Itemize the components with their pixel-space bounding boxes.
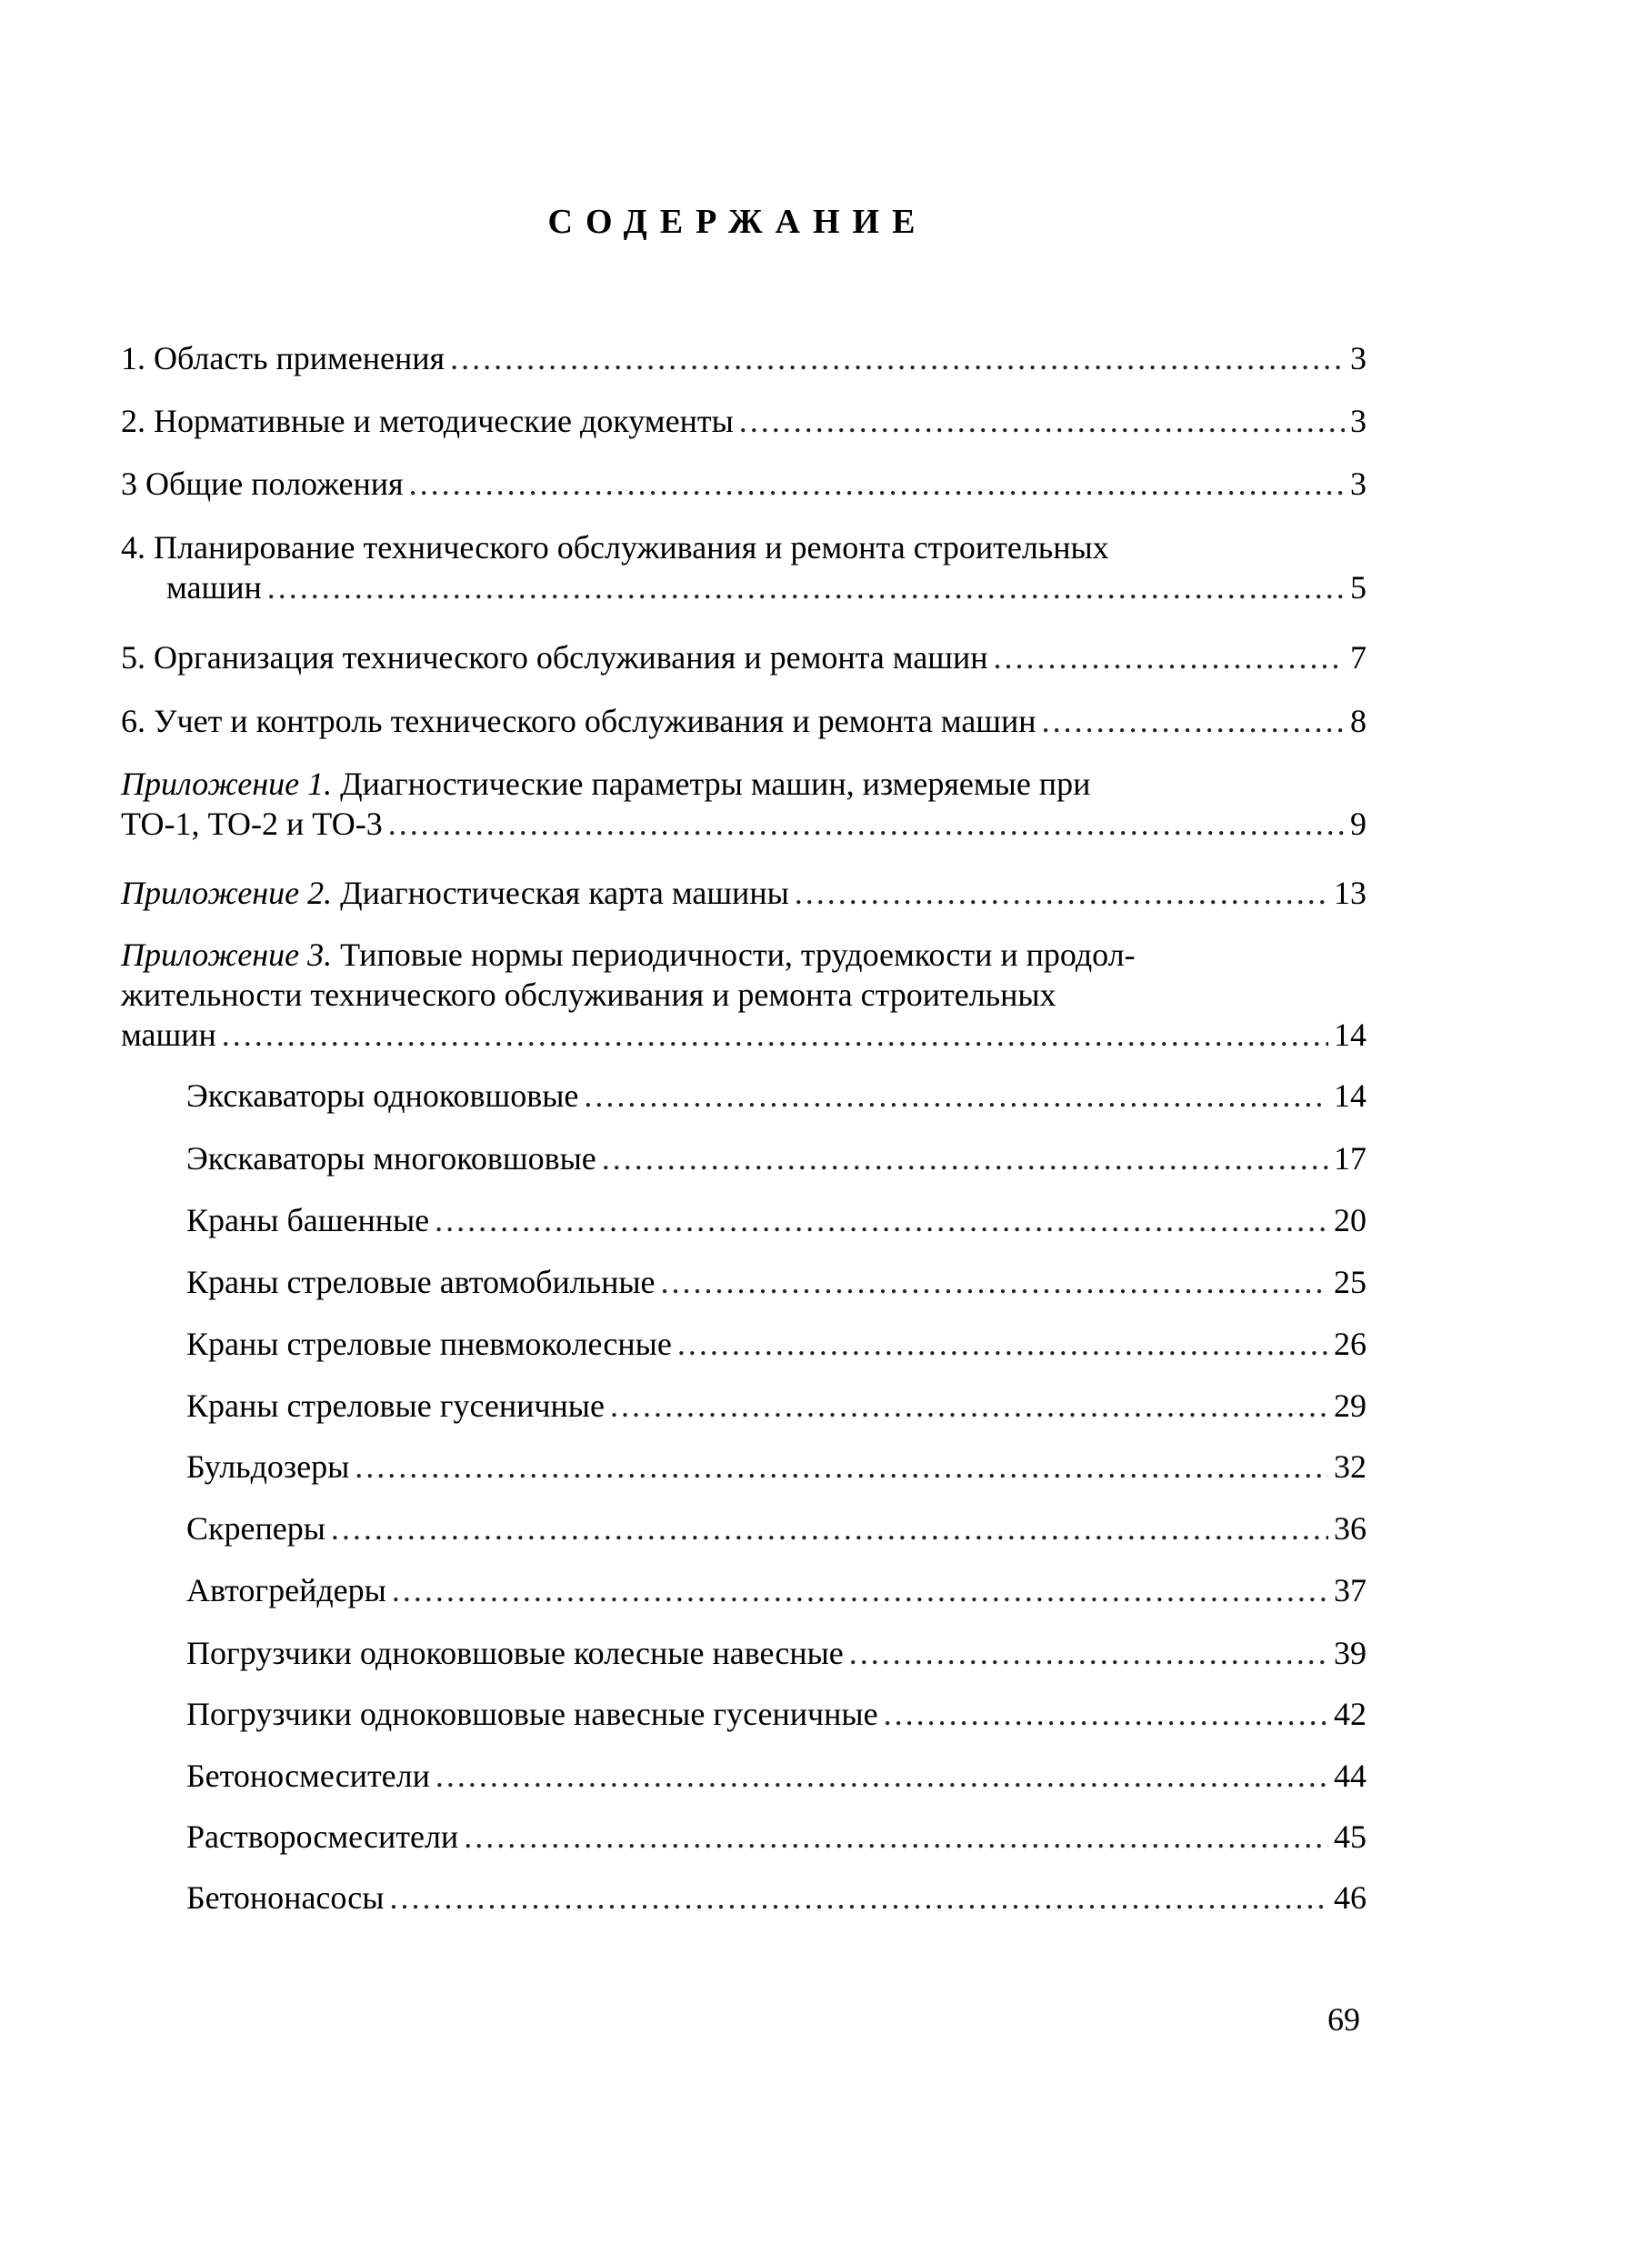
toc-entry-label — [121, 935, 1136, 975]
toc-entry — [121, 764, 1367, 844]
dot-leader — [464, 1817, 1328, 1857]
toc-sub-entry-page: 39 — [1334, 1635, 1367, 1671]
dot-leader — [1042, 701, 1345, 741]
toc-entry-label: 1. Область применения — [121, 340, 446, 376]
dot-leader — [355, 1447, 1328, 1487]
toc-entry — [121, 338, 1367, 378]
toc-entry-page: 14 — [1334, 1017, 1367, 1053]
toc-sub-entry-label: Растворосмесители — [186, 1818, 459, 1855]
toc-sub-entry-label: Экскаваторы одноковшовые — [186, 1077, 579, 1114]
toc-sub-entry-label: Краны стреловые гусеничные — [186, 1387, 605, 1424]
dot-leader — [436, 1756, 1328, 1796]
dot-leader — [409, 464, 1345, 504]
toc-sub-entry-label: Бетоносмесители — [186, 1758, 430, 1794]
appendix-title: Диагностические параметры машин, измеряемые при — [332, 766, 1091, 802]
toc-sub-entry-label: Краны стреловые пневмоколесные — [186, 1326, 672, 1362]
toc-sub-entry-label: Бетононасосы — [186, 1879, 385, 1916]
toc-sub-entry-page: 45 — [1334, 1818, 1367, 1855]
toc-sub-entry-page: 42 — [1334, 1696, 1367, 1732]
toc-entry — [121, 637, 1367, 677]
toc-sub-entry — [121, 1570, 1367, 1610]
toc-sub-entry-page: 44 — [1334, 1758, 1367, 1794]
toc-sub-entry-label: Краны башенные — [186, 1202, 430, 1238]
toc-sub-entry-page: 20 — [1334, 1202, 1367, 1238]
page-number: 69 — [1327, 2001, 1360, 2038]
toc-entry-label-continued: ТО-1, ТО-2 и ТО-3 — [121, 806, 383, 842]
appendix-prefix: Приложение 2. — [121, 875, 333, 911]
appendix-prefix: Приложение 3. — [121, 937, 333, 973]
toc-sub-entry — [121, 1138, 1367, 1178]
toc-sub-entry-label: Автогрейдеры — [186, 1572, 386, 1608]
toc-sub-entry-page: 29 — [1334, 1387, 1367, 1424]
toc-sub-entry-page: 25 — [1334, 1264, 1367, 1300]
dot-leader — [389, 1878, 1328, 1918]
toc-entry-page: 3 — [1350, 403, 1367, 439]
toc-sub-entry — [121, 1324, 1367, 1364]
toc-entry-label: 5. Организация технического обслуживания и ремонта машин — [121, 639, 988, 676]
dot-leader — [450, 338, 1345, 378]
dot-leader — [610, 1386, 1328, 1426]
toc-sub-entry-page: 17 — [1334, 1140, 1367, 1177]
toc-entry — [121, 401, 1367, 441]
dot-leader — [222, 1015, 1328, 1055]
page-title: СОДЕРЖАНИЕ — [547, 203, 928, 241]
toc-entry-label: 2. Нормативные и методические документы — [121, 403, 734, 439]
toc-entry — [121, 527, 1367, 607]
toc-sub-entry-page: 26 — [1334, 1326, 1367, 1362]
toc-sub-entry — [121, 1817, 1367, 1857]
dot-leader — [739, 401, 1345, 441]
toc-entry-page: 3 — [1350, 466, 1367, 502]
toc-entry-page: 3 — [1350, 340, 1367, 376]
toc-sub-entry-label: Скреперы — [186, 1510, 325, 1547]
appendix-prefix: Приложение 1. — [121, 766, 333, 802]
appendix-title: Диагностическая карта машины — [332, 875, 789, 911]
toc-sub-entry-label: Экскаваторы многоковшовые — [186, 1140, 596, 1177]
toc-sub-entry — [121, 1508, 1367, 1548]
toc-sub-entry — [121, 1386, 1367, 1426]
toc-entry-page: 13 — [1334, 875, 1367, 911]
toc-sub-entry — [121, 1633, 1367, 1673]
dot-leader — [602, 1138, 1328, 1178]
toc-sub-entry — [121, 1694, 1367, 1734]
toc-entry-label-continued: машин — [166, 569, 262, 606]
toc-entry — [121, 701, 1367, 741]
toc-sub-entry-label: Бульдозеры — [186, 1448, 350, 1485]
toc-sub-entry — [121, 1756, 1367, 1796]
toc-entry-label — [121, 764, 1090, 804]
toc-entry-label: 6. Учет и контроль технического обслуживания и ремонта машин — [121, 703, 1036, 739]
toc-entry-label — [121, 873, 789, 913]
toc-sub-entry-label: Погрузчики одноковшовые колесные навесные — [186, 1635, 844, 1671]
toc-entry — [121, 873, 1367, 913]
appendix-title: Типовые нормы периодичности, трудоемкости и продол- — [332, 937, 1136, 973]
toc-entry-label: 3 Общие положения — [121, 466, 404, 502]
toc-sub-entry-label: Краны стреловые автомобильные — [186, 1264, 656, 1300]
dot-leader — [849, 1633, 1328, 1673]
toc-entry-page: 5 — [1350, 569, 1367, 606]
dot-leader — [331, 1508, 1328, 1548]
dot-leader — [435, 1200, 1328, 1240]
toc-sub-entry-label: Погрузчики одноковшовые навесные гусеничные — [186, 1696, 878, 1732]
toc-sub-entry-page: 14 — [1334, 1077, 1367, 1114]
toc-entry-label: 4. Планирование технического обслуживания и ремонта строительных — [121, 529, 1109, 566]
toc-sub-entry — [121, 1200, 1367, 1240]
toc-sub-entry — [121, 1262, 1367, 1302]
dot-leader — [994, 637, 1345, 677]
dot-leader — [677, 1324, 1328, 1364]
toc-entry — [121, 464, 1367, 504]
dot-leader — [584, 1076, 1328, 1116]
toc-entry — [121, 935, 1367, 1055]
toc-sub-entry-page: 32 — [1334, 1448, 1367, 1485]
dot-leader — [884, 1694, 1328, 1734]
toc-sub-entry — [121, 1076, 1367, 1116]
toc-sub-entry — [121, 1447, 1367, 1487]
toc-entry-page: 8 — [1350, 703, 1367, 739]
toc-sub-entry-page: 37 — [1334, 1572, 1367, 1608]
toc-sub-entry — [121, 1878, 1367, 1918]
dot-leader — [388, 804, 1345, 844]
toc-entry-page: 7 — [1350, 639, 1367, 676]
toc-entry-label-continued: жительности технического обслуживания и ремонта строительных — [121, 977, 1056, 1013]
toc-sub-entry-page: 46 — [1334, 1879, 1367, 1916]
toc-entry-label-continued: машин — [121, 1017, 216, 1053]
dot-leader — [267, 567, 1345, 607]
toc-entry-page: 9 — [1350, 806, 1367, 842]
dot-leader — [661, 1262, 1328, 1302]
dot-leader — [392, 1570, 1328, 1610]
toc-sub-entry-page: 36 — [1334, 1510, 1367, 1547]
dot-leader — [795, 873, 1328, 913]
